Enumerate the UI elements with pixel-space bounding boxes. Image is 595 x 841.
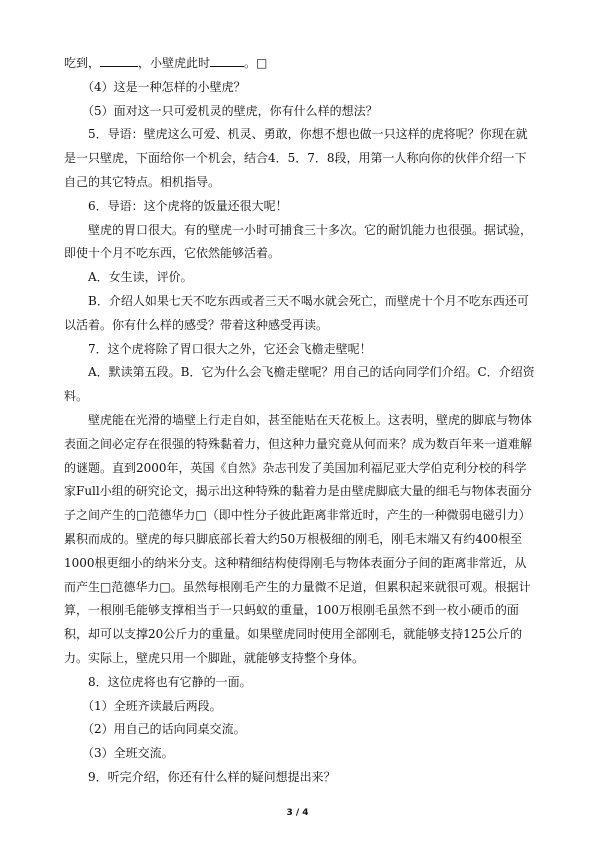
answer-blank: [100, 53, 138, 67]
page-number: 3 / 4: [286, 808, 309, 818]
paragraph: A．默读第五段。B．它为什么会飞檐走壁呢？用自己的话向同学们介绍。C．介绍资料。: [64, 365, 535, 404]
paragraph: （4）这是一种怎样的小壁虎？: [82, 79, 246, 94]
paragraph: 6．导语：这个虎将的饭量还很大呢！: [88, 198, 288, 213]
paragraph: 壁虎能在光滑的墙壁上行走自如，甚至能贴在天花板上。这表明，壁虎的脚底与物体表面之间必定存在很强的特殊黏着力，但这种力量究竟从何而来？成为数百年来一道难解的谜题。直到2000年，英国《自然》杂志刊发了美国加利福尼亚大学伯克利分校的科学家Full小组的研究论文，揭示出这种特殊的黏着力是由壁虎脚底大量的细毛与物体表面分子之间产生的□范德华力□（即中性分子彼此距离非常近时，产生的一种微弱电磁引力）累积而成的。壁虎的每只脚底部长着大约50万根极细的刚毛，刚毛末端又有约400根至1000根更细小的纳米分支。这种精细结构使得刚毛与物体表面分子间的距离非常近，从而产生□范德华力□。虽然每根刚毛产生的力量微不足道，但累积起来就很可观。根据计算，一根刚毛能够支撑相当于一只蚂蚁的重量，100万根刚毛虽然不到一枚小硬币的面积，却可以支撑20公斤力的重量。如果壁虎同时使用全部刚毛，就能够支持125公斤的力。实际上，壁虎只用一个脚趾，就能够支持整个身体。: [64, 412, 533, 665]
text-fragment: 吃到，: [64, 56, 101, 70]
paragraph: 壁虎的胃口很大。有的壁虎一小时可捕食三十多次。它的耐饥能力也很强。据试验，即使十个月不吃东西，它依然能够活着。: [64, 222, 533, 261]
paragraph: （1）全班齐读最后两段。: [82, 698, 222, 713]
paragraph: （3）全班交流。: [82, 746, 174, 761]
fill-in-blank-line: [64, 52, 538, 76]
document-body: [64, 52, 538, 790]
missing-glyph-box: □: [256, 56, 268, 70]
paragraph: 7．这个虎将除了胃口很大之外，它还会飞檐走壁呢！: [88, 341, 372, 356]
text-fragment: ，小壁虎此时: [138, 56, 211, 70]
paragraph: 5．导语：壁虎这么可爱、机灵、勇敢，你想不想也做一只这样的虎将呢？你现在就是一只壁虎，下面给你一个机会，结合4．5．7．8段，用第一人称向你的伙伴介绍一下自己的其它特点。相机指导。: [64, 127, 528, 189]
paragraph: B．介绍人如果七天不吃东西或者三天不喝水就会死亡，而壁虎十个月不吃东西还可以活着。你有什么样的感受？带着这种感受再读。: [64, 293, 529, 332]
paragraph: A．女生读，评价。: [88, 270, 193, 285]
paragraph: （5）面对这一只可爱机灵的壁虎，你有什么样的想法？: [82, 103, 378, 118]
paragraph: （2）用自己的话向同桌交流。: [82, 722, 246, 737]
answer-blank: [210, 53, 244, 67]
paragraph: 9．听完介绍，你还有什么样的疑问想提出来？: [88, 769, 336, 784]
text-fragment: 。: [244, 56, 257, 70]
paragraph: 8．这位虎将也有它静的一面。: [88, 674, 252, 689]
